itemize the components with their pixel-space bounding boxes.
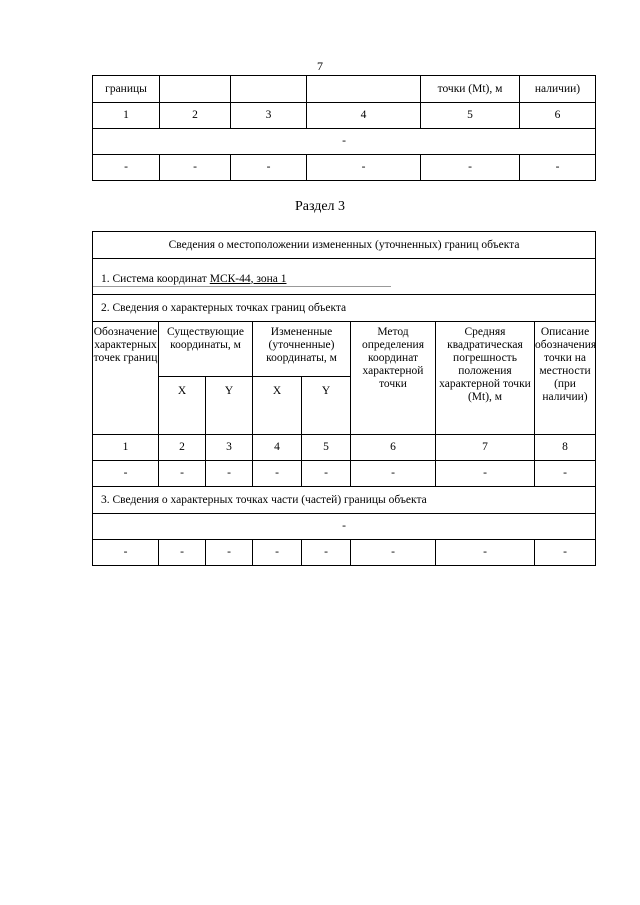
- table-cell-merged: -: [93, 129, 596, 155]
- table-cell: -: [421, 155, 520, 181]
- table-row: [93, 322, 596, 377]
- table-cell: 5: [302, 435, 351, 461]
- table-cell: [160, 76, 231, 103]
- table-cell: -: [159, 540, 206, 566]
- table-cell-merged: -: [93, 514, 596, 540]
- table-row: [93, 461, 596, 487]
- table-cell: -: [231, 155, 307, 181]
- table-cell: -: [253, 461, 302, 487]
- table-cell: 3: [231, 103, 307, 129]
- table-cell: 1: [93, 435, 159, 461]
- table-cell: 1: [93, 103, 160, 129]
- coord-system-cell: [93, 259, 596, 295]
- table-cell: 4: [307, 103, 421, 129]
- table-row: [93, 295, 596, 322]
- header-x-changed: X: [253, 377, 302, 435]
- table-cell: -: [436, 461, 535, 487]
- table-row: [93, 435, 596, 461]
- table-cell: -: [93, 155, 160, 181]
- table-cell: -: [302, 461, 351, 487]
- table-cell: 3: [206, 435, 253, 461]
- table-cell: границы: [93, 76, 160, 103]
- header-designation: Обозначение характерных точек границ: [93, 322, 159, 435]
- header-changed-coords: Измененные (уточненные) координаты, м: [253, 322, 351, 377]
- table-cell: -: [302, 540, 351, 566]
- header-y-existing: Y: [206, 377, 253, 435]
- table-cell: -: [159, 461, 206, 487]
- table-cell: [231, 76, 307, 103]
- table-cell: -: [93, 461, 159, 487]
- header-error: Средняя квадратическая погрешность положения характерной точки (Mt), м: [436, 322, 535, 435]
- table-caption: Сведения о местоположении измененных (уточненных) границ объекта: [93, 232, 596, 259]
- header-y-changed: Y: [302, 377, 351, 435]
- section-title: Раздел 3: [294, 199, 346, 214]
- table-cell: -: [307, 155, 421, 181]
- header-x-existing: X: [159, 377, 206, 435]
- table-row: [93, 129, 596, 155]
- table-row: [93, 514, 596, 540]
- table-cell: 6: [520, 103, 596, 129]
- table-cell: 7: [436, 435, 535, 461]
- table-row: [93, 103, 596, 129]
- table-cell: -: [535, 540, 596, 566]
- table-cell: -: [206, 540, 253, 566]
- table-cell: -: [520, 155, 596, 181]
- part-caption: 3. Сведения о характерных точках части (частей) границы объекта: [93, 487, 596, 514]
- table-cell: -: [253, 540, 302, 566]
- table-cell: -: [160, 155, 231, 181]
- table-row: [93, 540, 596, 566]
- table-row: [93, 259, 596, 295]
- header-method: Метод определения координат характерной точки: [351, 322, 436, 435]
- header-existing-coords: Существующие координаты, м: [159, 322, 253, 377]
- table-row: [93, 155, 596, 181]
- coord-system-value: МСК-44, зона 1: [209, 272, 287, 285]
- coord-system-line: [93, 273, 391, 287]
- points-caption: 2. Сведения о характерных точках границ объекта: [93, 295, 596, 322]
- table-cell: 8: [535, 435, 596, 461]
- table-cell: 5: [421, 103, 520, 129]
- coord-system-label: 1. Система координат: [101, 272, 210, 285]
- header-description: Описание обозначения точки на местности (при наличии): [535, 322, 596, 435]
- table-cell: 2: [159, 435, 206, 461]
- table-cell: 4: [253, 435, 302, 461]
- table-cell: -: [351, 461, 436, 487]
- continuation-table: [92, 75, 596, 181]
- page-number: 7: [317, 59, 323, 73]
- table-row: [93, 487, 596, 514]
- table-cell: [307, 76, 421, 103]
- table-cell: -: [206, 461, 253, 487]
- table-cell: -: [351, 540, 436, 566]
- table-cell: наличии): [520, 76, 596, 103]
- table-cell: точки (Mt), м: [421, 76, 520, 103]
- table-cell: -: [535, 461, 596, 487]
- table-cell: 2: [160, 103, 231, 129]
- table-row: [93, 232, 596, 259]
- table-cell: -: [93, 540, 159, 566]
- table-cell: -: [436, 540, 535, 566]
- boundary-points-table: [92, 231, 596, 566]
- table-cell: 6: [351, 435, 436, 461]
- table-row: [93, 76, 596, 103]
